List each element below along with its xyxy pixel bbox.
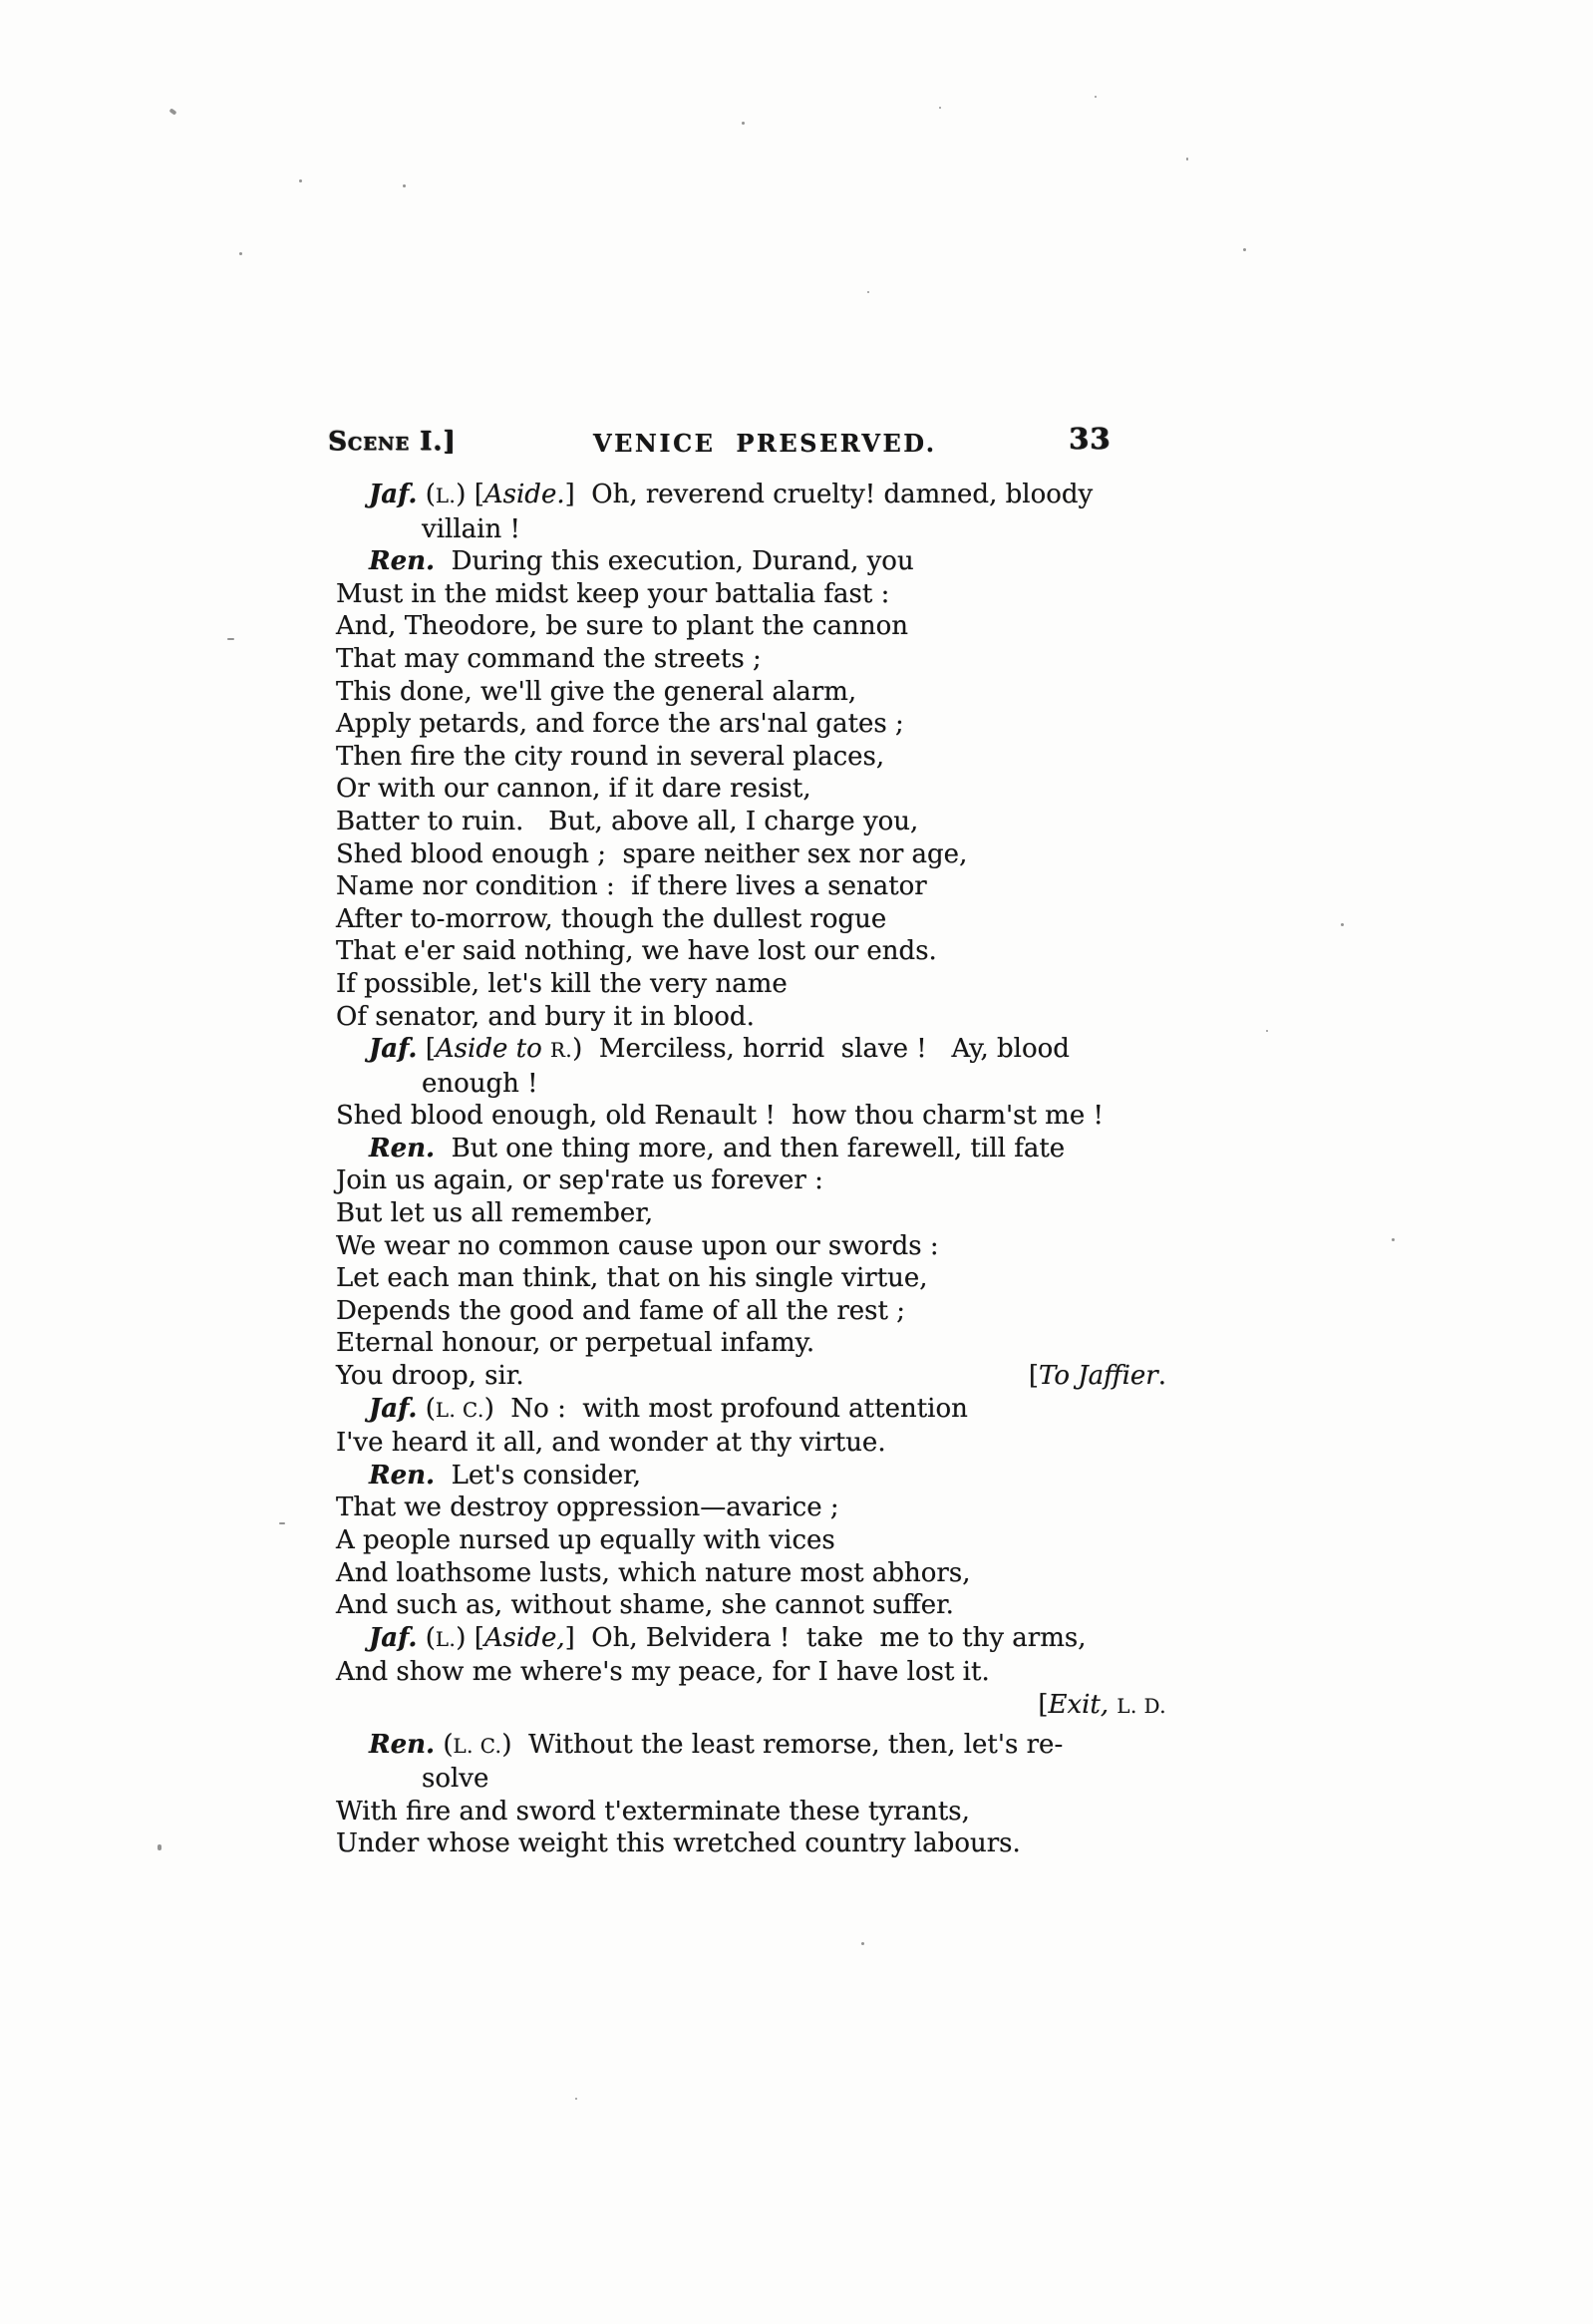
text-segment: And, Theodore, be sure to plant the cannon [336, 611, 909, 642]
text-segment [542, 1034, 550, 1064]
line-text [336, 708, 904, 741]
line-text [336, 1796, 970, 1828]
text-segment: A people nursed up equally with vices [336, 1525, 835, 1555]
scan-speck [168, 108, 176, 115]
line-text [336, 643, 762, 676]
line-text [336, 676, 856, 709]
play-line [336, 1763, 1166, 1796]
text-segment: L. D. [1116, 1694, 1166, 1718]
scan-speck [158, 1844, 161, 1850]
line-text [336, 773, 811, 806]
line-text [336, 610, 908, 643]
play-line [336, 1557, 1166, 1590]
play-line [336, 1492, 1166, 1524]
text-segment: ( [417, 1622, 436, 1653]
play-line [336, 578, 1166, 611]
line-text [336, 1033, 1070, 1068]
play-line [336, 1164, 1166, 1197]
page-number: 33 [1069, 422, 1112, 456]
stage-direction [1038, 1689, 1166, 1724]
text-segment: ) [ [456, 480, 484, 509]
text-segment: If possible, let's kill the very name [336, 968, 788, 999]
text-segment: Must in the midst keep your battalia fast : [336, 578, 890, 609]
line-text [336, 1622, 1087, 1657]
play-line [336, 1689, 1166, 1724]
scan-speck [279, 1522, 285, 1524]
text-segment: Aside, [483, 1622, 565, 1653]
play-line [336, 1001, 1166, 1034]
text-segment: Or with our cannon, if it dare resist, [336, 774, 811, 805]
text-segment: Shed blood enough ; spare neither sex nor age, [336, 838, 968, 869]
scan-speck [861, 1942, 864, 1945]
text-segment: I've heard it all, and wonder at thy virtue. [336, 1428, 886, 1459]
text-segment: ) Without the least remorse, then, let's re- [501, 1729, 1064, 1760]
text-segment: ( [435, 1729, 454, 1760]
text-segment: . [1157, 1361, 1166, 1392]
text-segment: Aside to [435, 1034, 542, 1065]
scan-speck [575, 2098, 577, 2100]
text-segment: And show me where's my peace, for I have lost it. [336, 1657, 990, 1688]
text-segment: During this execution, Durand, you [435, 546, 914, 577]
scan-speck [939, 107, 941, 109]
scan-speck [742, 122, 745, 125]
text-segment: enough ! [422, 1068, 538, 1099]
scan-speck [1341, 923, 1344, 926]
line-text [336, 479, 1093, 513]
play-line [336, 806, 1166, 838]
play-line [336, 513, 1166, 546]
scan-speck [1266, 1030, 1268, 1032]
scan-speck [1095, 96, 1097, 98]
text-segment: ) Merciless, horrid slave ! Ay, blood [572, 1034, 1070, 1065]
play-line [336, 676, 1166, 709]
scan-speck [239, 252, 242, 255]
text-segment: ) [ [456, 1622, 484, 1653]
play-line [336, 1460, 1166, 1493]
play-line [336, 1796, 1166, 1828]
text-segment: Batter to ruin. But, above all, I charge you, [336, 806, 919, 836]
line-text [336, 1557, 970, 1590]
text-segment: That e'er said nothing, we have lost our ends. [336, 936, 937, 967]
text-segment: [ [1028, 1361, 1040, 1392]
play-line [336, 1033, 1166, 1068]
play-line [336, 1360, 1166, 1393]
speaker-name: Ren. [369, 1460, 436, 1491]
text-segment: R. [550, 1039, 573, 1063]
play-line [336, 1100, 1166, 1133]
play-line [336, 545, 1166, 578]
line-text [336, 578, 889, 611]
line-text [336, 1763, 488, 1796]
text-segment: Eternal honour, or perpetual infamy. [336, 1328, 815, 1359]
line-text [336, 1295, 905, 1328]
play-line [336, 1262, 1166, 1295]
line-text [336, 1393, 968, 1428]
line-text [336, 838, 967, 871]
play-line [336, 773, 1166, 806]
text-segment: Let's consider, [435, 1460, 641, 1491]
play-line [336, 1524, 1166, 1557]
line-text [336, 806, 918, 838]
text-segment: Name nor condition : if there lives a senator [336, 871, 927, 902]
line-text [336, 870, 927, 903]
text-segment: villain ! [422, 513, 520, 544]
scan-speck [403, 184, 406, 187]
text-segment: L. C. [435, 1398, 484, 1422]
line-text [336, 935, 937, 968]
text-segment: ( [417, 1393, 436, 1424]
text-segment: ( [417, 480, 436, 509]
text-segment: L. [435, 485, 457, 507]
scan-speck [867, 291, 869, 293]
play-line [336, 870, 1166, 903]
line-text [336, 545, 914, 578]
line-text [336, 513, 520, 546]
text-segment: Join us again, or sep'rate us forever : [336, 1165, 823, 1196]
speaker-name: Ren. [369, 1729, 436, 1760]
line-text [336, 1230, 939, 1263]
page-title: VENICE PRESERVED. [593, 429, 937, 458]
text-segment: L. C. [453, 1734, 502, 1758]
scan-speck [1186, 158, 1188, 161]
text-segment: And loathsome lusts, which nature most abhors, [336, 1557, 971, 1588]
text-segment: solve [422, 1764, 489, 1795]
text-segment: L. [435, 1627, 457, 1651]
line-text [336, 968, 788, 1001]
play-line [336, 1827, 1166, 1860]
text-segment: This done, we'll give the general alarm, [336, 676, 857, 707]
line-text [336, 1492, 839, 1524]
play-line [336, 1230, 1166, 1263]
text-segment: Exit, [1048, 1689, 1110, 1720]
play-line [336, 1729, 1166, 1764]
text-segment: And such as, without shame, she cannot suffer. [336, 1590, 954, 1621]
scene-label: Scene I.] [328, 427, 457, 457]
text-segment: But one thing more, and then farewell, till fate [435, 1133, 1066, 1163]
line-text [336, 1460, 641, 1493]
play-line [336, 1068, 1166, 1101]
line-text [336, 1262, 928, 1295]
play-text-block [336, 479, 1166, 1860]
text-segment: Of senator, and bury it in blood. [336, 1001, 755, 1032]
text-segment: [ [1038, 1689, 1049, 1720]
text-segment: But let us all remember, [336, 1198, 654, 1229]
play-line [336, 1622, 1166, 1657]
line-text [336, 1327, 814, 1360]
line-text [336, 1197, 653, 1230]
play-line [336, 1393, 1166, 1428]
speaker-name: Ren. [369, 1133, 436, 1163]
play-line [336, 610, 1166, 643]
line-text [336, 1360, 524, 1393]
text-segment: You droop, sir. [336, 1361, 524, 1392]
line-text [336, 1427, 886, 1460]
text-segment: ] Oh, Belvidera ! take me to thy arms, [564, 1622, 1087, 1653]
play-line [336, 479, 1166, 513]
play-line [336, 708, 1166, 741]
play-line [336, 838, 1166, 871]
text-segment: Depends the good and fame of all the rest ; [336, 1295, 905, 1326]
speaker-name: Jaf. [369, 1034, 418, 1065]
play-line [336, 1327, 1166, 1360]
text-segment: We wear no common cause upon our swords : [336, 1230, 939, 1261]
speaker-name: Jaf. [369, 1622, 418, 1653]
scan-speck [1243, 248, 1246, 251]
text-segment: With fire and sword t'exterminate these tyrants, [336, 1796, 970, 1826]
speaker-name: Ren. [369, 546, 436, 577]
play-line [336, 935, 1166, 968]
scan-speck [227, 638, 234, 640]
scan-speck [299, 179, 302, 182]
text-segment: [ [417, 1034, 436, 1065]
line-text [336, 903, 886, 936]
text-segment: Apply petards, and force the ars'nal gates ; [336, 709, 904, 740]
play-line [336, 741, 1166, 774]
text-segment: ) No : with most profound attention [483, 1393, 968, 1424]
line-text [336, 1589, 954, 1622]
text-segment: Shed blood enough, old Renault ! how thou charm'st me ! [336, 1101, 1104, 1132]
text-segment: After to-morrow, though the dullest rogue [336, 903, 887, 934]
text-segment: That may command the streets ; [336, 643, 762, 674]
line-text [336, 1164, 823, 1197]
text-segment: Aside. [483, 480, 565, 509]
play-line [336, 1133, 1166, 1165]
play-line [336, 1295, 1166, 1328]
line-text [336, 1133, 1065, 1165]
line-text [336, 741, 884, 774]
line-text [336, 1001, 755, 1034]
text-segment: Let each man think, that on his single virtue, [336, 1263, 928, 1294]
play-line [336, 1656, 1166, 1689]
speaker-name: Jaf. [369, 1393, 418, 1424]
line-text [336, 1100, 1104, 1133]
play-line [336, 903, 1166, 936]
text-segment: Then fire the city round in several places, [336, 741, 885, 772]
speaker-name: Jaf. [369, 480, 418, 509]
text-segment: That we destroy oppression—avarice ; [336, 1493, 839, 1523]
text-segment: ] Oh, reverend cruelty! damned, bloody [564, 480, 1094, 509]
play-line [336, 1589, 1166, 1622]
play-line [336, 968, 1166, 1001]
text-segment: Under whose weight this wretched country labours. [336, 1828, 1021, 1859]
line-text [336, 1827, 1021, 1860]
line-text [336, 1729, 1063, 1764]
line-text [336, 1524, 835, 1557]
line-text [336, 1068, 538, 1101]
text-segment: To Jaffier [1039, 1361, 1158, 1392]
stage-direction [1029, 1360, 1166, 1393]
scan-speck [1392, 1238, 1395, 1241]
play-line [336, 1197, 1166, 1230]
line-text [336, 1656, 990, 1689]
play-line [336, 643, 1166, 676]
play-line [336, 1427, 1166, 1460]
